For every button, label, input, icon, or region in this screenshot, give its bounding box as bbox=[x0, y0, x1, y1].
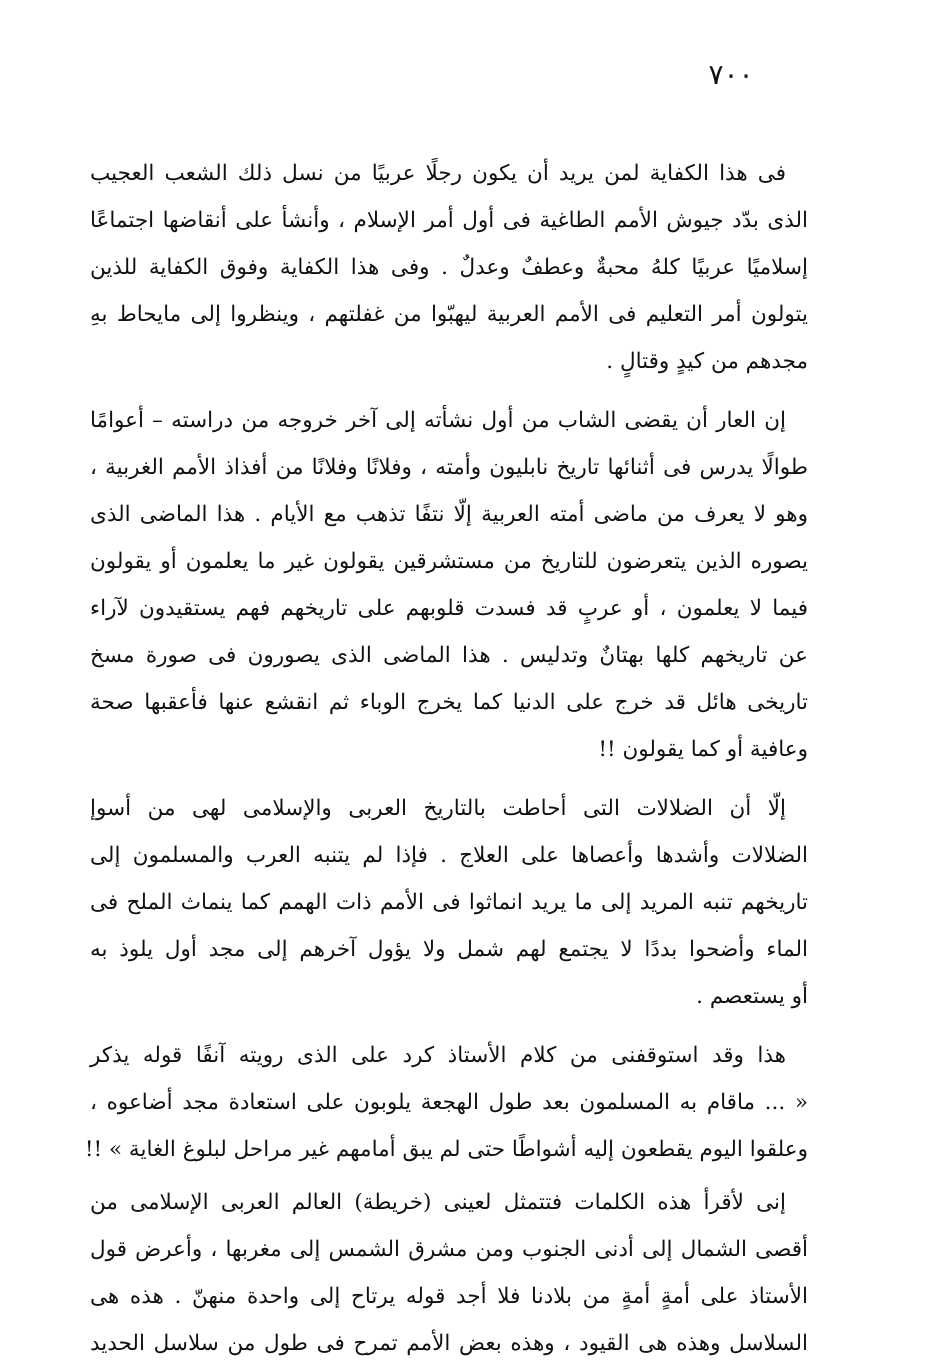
text-line: الذى بدّد جيوش الأمم الطاغية فى أول أمر الإسلام ، وأنشأ على أنقاضها اجتماعًا bbox=[90, 208, 808, 233]
text-line: إسلاميًا عربيًا كلهُ محبةٌ وعطفٌ وعدلٌ . وفى هذا الكفاية وفوق الكفاية للذين bbox=[90, 255, 808, 280]
paragraph-5 bbox=[90, 1179, 808, 1367]
text-line: السلاسل وهذه هى القيود ، وهذه بعض الأمم تمرح فى طول من سلاسل الحديد bbox=[90, 1331, 808, 1356]
text-line: الأستاذ على أمةٍ أمةٍ من بلادنا فلا أجد قوله يرتاح إلى واحدة منهنّ . هذه هى bbox=[90, 1284, 808, 1309]
body-text bbox=[84, 150, 809, 1367]
text-line: يصوره الذين يتعرضون للتاريخ من مستشرقين يقولون غير ما يعلمون أو يقولون bbox=[90, 549, 808, 574]
paragraph-1 bbox=[90, 150, 808, 385]
paragraph-4 bbox=[84, 1032, 809, 1173]
text-line: إلّا أن الضلالات التى أحاطت بالتاريخ العربى والإسلامى لهى من أسوإ bbox=[90, 796, 786, 821]
text-line: أو يستعصم . bbox=[696, 984, 808, 1009]
paragraph-3 bbox=[90, 785, 808, 1020]
text-line: وعافية أو كما يقولون !! bbox=[598, 737, 808, 762]
text-line: إن العار أن يقضى الشاب من أول نشأته إلى آخر خروجه من دراسته – أعوامًا bbox=[90, 408, 786, 433]
text-line: يتولون أمر التعليم فى الأمم العربية ليهبّوا من غفلتهم ، وينظروا إلى مايحاط بهِ bbox=[90, 302, 808, 327]
text-line: وهو لا يعرف من ماضى أمته العربية إلّا نتفًا تذهب مع الأيام . هذا الماضى الذى bbox=[90, 502, 808, 527]
text-line: تاريخى هائل قد خرج على الدنيا كما يخرج الوباء ثم انقشع عنها فأعقبها صحة bbox=[90, 690, 808, 715]
paragraph-2 bbox=[90, 397, 808, 773]
text-line: إنى لأقرأ هذه الكلمات فتتمثل لعينى (خريطة) العالم العربى الإسلامى من bbox=[90, 1190, 786, 1215]
text-line: طوالًا يدرس فى أثنائها تاريخ نابليون وأمته ، وفلانًا وفلانًا من أفذاذ الأمم الغربية ، bbox=[90, 455, 808, 480]
text-line: فيما لا يعلمون ، أو عربٍ قد فسدت قلوبهم على تاريخهم فهم يستقيدون لآراء bbox=[90, 596, 808, 621]
text-line: الضلالات وأشدها وأعصاها على العلاج . فإذا لم يتنبه العرب والمسلمون إلى bbox=[90, 843, 808, 868]
text-line: فى هذا الكفاية لمن يريد أن يكون رجلًا عربيًا من نسل ذلك الشعب العجيب bbox=[90, 161, 786, 186]
text-line: « ... ماقام به المسلمون بعد طول الهجعة يلوبون على استعادة مجد أضاعوه ، bbox=[90, 1090, 809, 1115]
text-line: أقصى الشمال إلى أدنى الجنوب ومن مشرق الشمس إلى مغربها ، وأعرض قول bbox=[90, 1237, 808, 1262]
text-line: عن تاريخهم كلها بهتانٌ وتدليس . هذا الماضى الذى يصورون فى صورة مسخ bbox=[90, 643, 808, 668]
text-line: وعلقوا اليوم يقطعون إليه أشواطًا حتى لم يبق أمامهم غير مراحل لبلوغ الغاية » !! bbox=[84, 1137, 808, 1162]
page-number: ٧٠٠ bbox=[708, 58, 754, 91]
text-line: هذا وقد استوقفنى من كلام الأستاذ كرد على الذى رويته آنفًا قوله يذكر bbox=[90, 1043, 786, 1068]
text-line: تاريخهم تنبه المريد إلى ما يريد انماثوا فى الأمم ذات الهمم كما ينماث الملح فى bbox=[90, 890, 808, 915]
text-line: مجدهم من كيدٍ وقتالٍ . bbox=[606, 349, 808, 374]
text-line: الماء وأضحوا بددًا لا يجتمع لهم شمل ولا يؤول آخرهم إلى مجد أول يلوذ به bbox=[90, 937, 808, 962]
